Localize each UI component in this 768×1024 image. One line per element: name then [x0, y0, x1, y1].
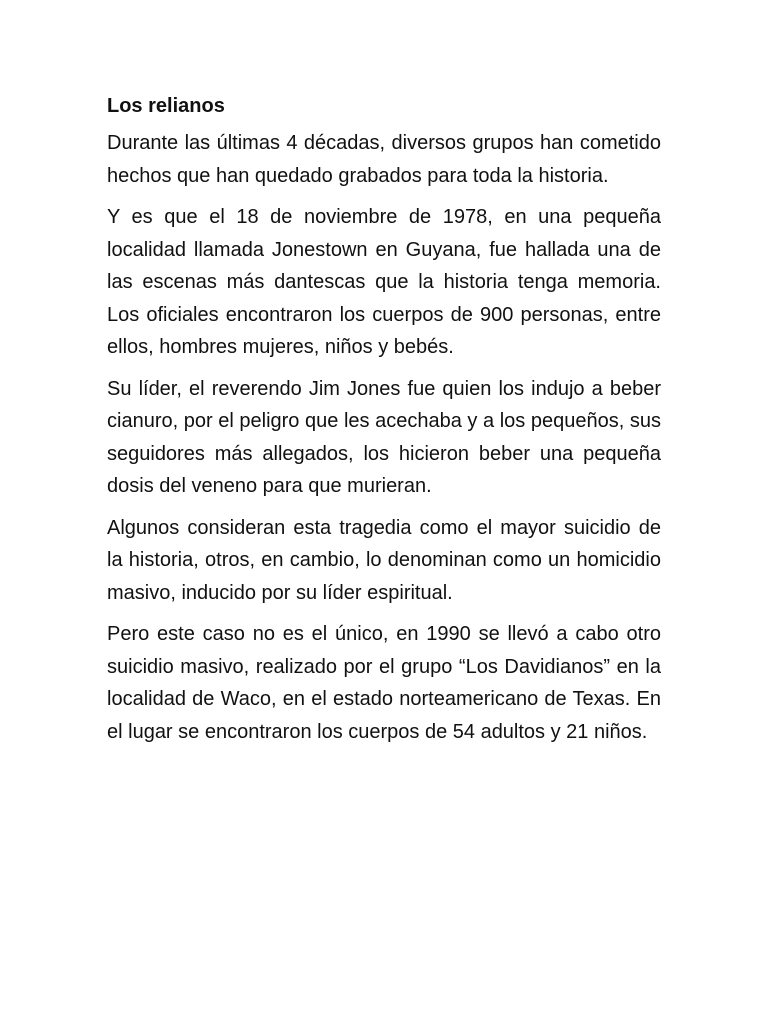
document-title: Los relianos: [107, 95, 225, 117]
paragraph-3: Su líder, el reverendo Jim Jones fue quien los indujo a beber cianuro, por el peligro que les acechaba y a los pequeños, sus seguidores más allegados, los hicieron beber una pequeña dosis del veneno para que murieran.: [107, 377, 661, 497]
paragraph-5: Pero este caso no es el único, en 1990 se llevó a cabo otro suicidio masivo, realizado por el grupo “Los Davidianos” en la localidad de Waco, en el estado norteamericano de Texas. En el lugar se encontraron los cuerpos de 54 adultos y 21 niños.: [107, 623, 661, 743]
paragraph-1: Durante las últimas 4 décadas, diversos grupos han cometido hechos que han quedado grabados para toda la historia.: [107, 132, 661, 187]
paragraph-4: Algunos consideran esta tragedia como el mayor suicidio de la historia, otros, en cambio, lo denominan como un homicidio masivo, inducido por su líder espiritual.: [107, 516, 661, 604]
paragraph-2: Y es que el 18 de noviembre de 1978, en una pequeña localidad llamada Jonestown en Guyana, fue hallada una de las escenas más dantescas que la historia tenga memoria. Los oficiales encontraron los cuerpos de 900 personas, entre ellos, hombres mujeres, niños y bebés.: [107, 206, 661, 358]
document-page: [107, 88, 661, 757]
